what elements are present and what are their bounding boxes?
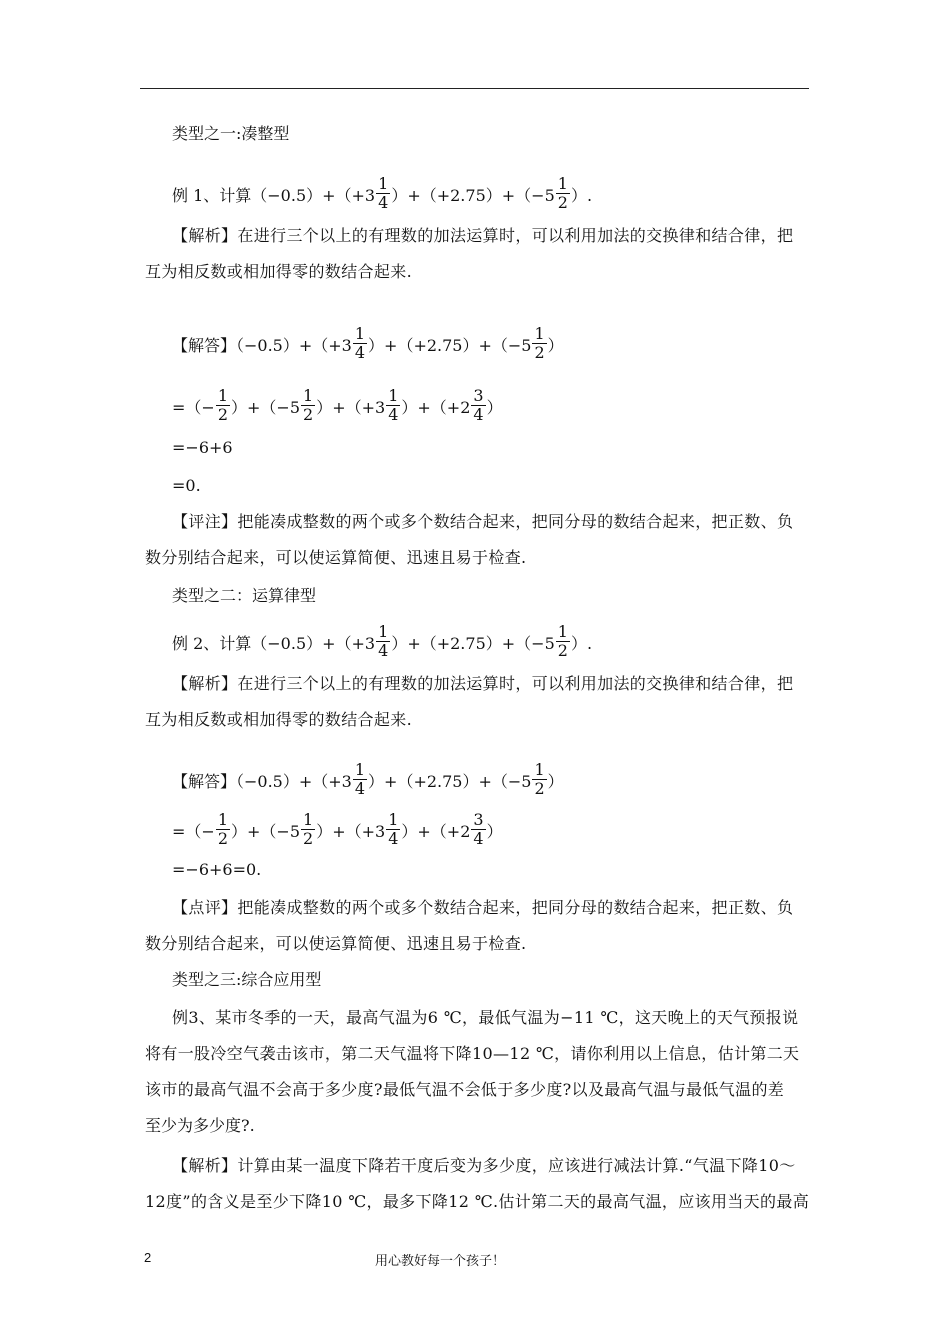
fraction-1-2: $\frac{1}{2}$ (534, 324, 545, 362)
fraction-1-4: $\frac{1}{4}$ (378, 174, 389, 212)
example2-problem: 例 2、计算（−0.5）+（+3 $\frac{1}{4}$ ）+（+2.75）+（−5 $\frac{1}{2}$ ）. (172, 622, 593, 660)
example1-text-c: ）. (570, 186, 593, 205)
analysis3-line1: 【解析】计算由某一温度下降若干度后变为多少度，应该进行减法计算.“气温下降10～ (172, 1156, 796, 1175)
answer2-step2: =（− $\frac{1}{2}$ ）+（−5 $\frac{1}{2}$ ）+（+3 $\frac{1}{4}$ ）+（+2 $\frac{3}{4}$ ） (172, 810, 503, 848)
comment1-line2: 数分别结合起来，可以使运算简便、迅速且易于检查. (145, 548, 527, 567)
answer1-step2: =（− $\frac{1}{2}$ ）+（−5 $\frac{1}{2}$ ）+（+3 $\frac{1}{4}$ ）+（+2 $\frac{3}{4}$ ） (172, 386, 503, 424)
fraction-1-4: $\frac{1}{4}$ (378, 622, 389, 660)
header-rule (140, 88, 809, 89)
answer1-step3: =−6+6 (172, 438, 233, 457)
fraction-1-2: $\frac{1}{2}$ (217, 386, 229, 424)
fraction-3-4: $\frac{3}{4}$ (473, 386, 484, 424)
example3-line3: 该市的最高气温不会高于多少度?最低气温不会低于多少度?以及最高气温与最低气温的差 (145, 1080, 785, 1099)
answer1-step4: =0. (172, 476, 201, 495)
answer2-step3: =−6+6=0. (172, 860, 262, 879)
example1-problem (172, 174, 593, 215)
fraction-1-4: $\frac{1}{4}$ (388, 386, 399, 424)
answer2-step1: 【解答】（−0.5）+（+3 $\frac{1}{4}$ ）+（+2.75）+（−5 $\frac{1}{2}$ ） (172, 760, 564, 798)
fraction-1-4: $\frac{1}{4}$ (388, 810, 399, 848)
footer-slogan: 用心教好每一个孩子！ (375, 1254, 506, 1269)
fraction-1-2: $\frac{1}{2}$ (303, 810, 314, 848)
fraction-1-2: $\frac{1}{2}$ (303, 386, 314, 424)
type3-heading: 类型之三:综合应用型 (172, 970, 322, 989)
type1-heading: 类型之一:凑整型 (172, 124, 290, 143)
analysis2-line1: 【解析】在进行三个以上的有理数的加法运算时，可以利用加法的交换律和结合律，把 (172, 674, 794, 693)
fraction-1-2: $\frac{1}{2}$ (557, 174, 568, 212)
comment2-line1: 【点评】把能凑成整数的两个或多个数结合起来，把同分母的数结合起来，把正数、负 (172, 898, 794, 917)
comment1-line1: 【评注】把能凑成整数的两个或多个数结合起来，把同分母的数结合起来，把正数、负 (172, 512, 794, 531)
fraction-1-2: $\frac{1}{2}$ (217, 810, 229, 848)
analysis1-line1: 【解析】在进行三个以上的有理数的加法运算时，可以利用加法的交换律和结合律，把 (172, 226, 794, 245)
answer1-step1: 【解答】（−0.5）+（+3 $\frac{1}{4}$ ）+（+2.75）+（−5 $\frac{1}{2}$ ） (172, 324, 564, 362)
type2-heading: 类型之二：运算律型 (172, 586, 317, 605)
fraction-1-2: $\frac{1}{2}$ (534, 760, 545, 798)
fraction-3-4: $\frac{3}{4}$ (473, 810, 484, 848)
fraction-1-4: $\frac{1}{4}$ (354, 324, 366, 362)
example3-line4: 至少为多少度?. (145, 1116, 255, 1135)
comment2-line2: 数分别结合起来，可以使运算简便、迅速且易于检查. (145, 934, 527, 953)
fraction-1-2: $\frac{1}{2}$ (557, 622, 568, 660)
fraction-1-4: $\frac{1}{4}$ (354, 760, 366, 798)
example3-line1: 例3、某市冬季的一天，最高气温为6 ℃，最低气温为−11 ℃，这天晚上的天气预报说 (172, 1008, 799, 1027)
example1-text-a: 例 1、计算（−0.5）+（+3 (172, 186, 376, 205)
example1-text-b: ）+（+2.75）+（−5 (391, 186, 555, 205)
analysis1-line2: 互为相反数或相加得零的数结合起来. (145, 262, 413, 281)
analysis3-line2: 12度”的含义是至少下降10 ℃，最多下降12 ℃.估计第二天的最高气温，应该用当天的最高 (145, 1192, 810, 1211)
analysis2-line2: 互为相反数或相加得零的数结合起来. (145, 710, 413, 729)
example3-line2: 将有一股冷空气袭击该市，第二天气温将下降10—12 ℃，请你利用以上信息，估计第二天 (145, 1044, 800, 1063)
page-number: 2 (144, 1250, 152, 1265)
